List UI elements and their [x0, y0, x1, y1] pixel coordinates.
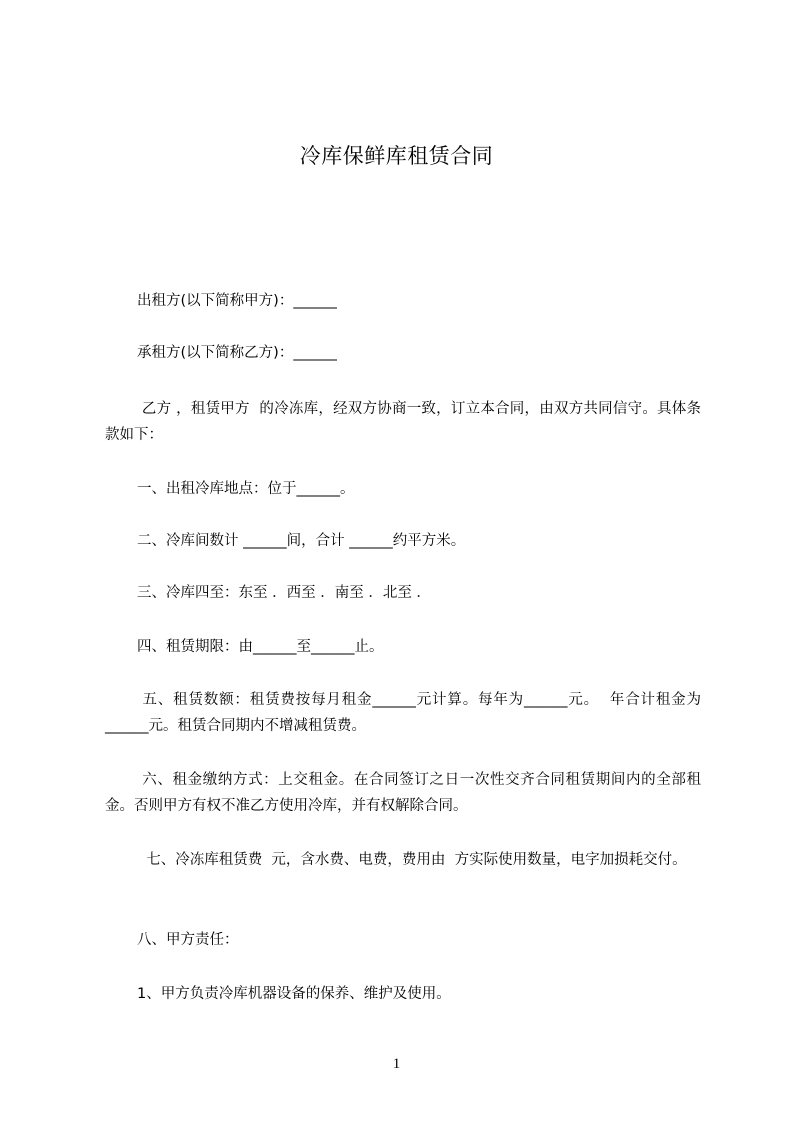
lessor-line: 出租方(以下简称甲方)：______ — [137, 293, 337, 309]
page-number: 1 — [392, 1056, 401, 1072]
clause-7-fees: 七、冷冻库租赁费 元，含水费、电费，费用由 方实际使用数量，电字加损耗交付。 — [137, 852, 687, 868]
lessee-line: 承租方(以下简称乙方)：______ — [137, 345, 337, 361]
intro-paragraph: 乙方 ，租赁甲方 的冷冻库，经双方协商一致，订立本合同，由双方共同信守。具体条款如下： — [105, 401, 702, 443]
clause-2-rooms: 二、冷库间数计 ______间，合计 ______约平方米。 — [137, 533, 466, 549]
clause-6-payment-method: 六、租金缴纳方式：上交租金。在合同签订之日一次性交齐合同租赁期间内的全部租金。否则甲方有权不准乙方使用冷库，并有权解除合同。 — [105, 772, 702, 814]
clause-8-item-1: 1、甲方负责冷库机器设备的保养、维护及使用。 — [137, 986, 451, 1002]
clause-5-rent-amount: 五、租赁数额：租赁费按每月租金______元计算。每年为______元。 年合计租金为______元。租赁合同期内不增减租赁费。 — [105, 692, 702, 734]
clause-3-boundaries: 三、冷库四至：东至 ．西至 ．南至 ．北至 ． — [137, 585, 431, 601]
clause-8-heading: 八、甲方责任： — [137, 932, 239, 948]
clause-4-term: 四、租赁期限：由______至______止。 — [137, 639, 384, 655]
document-title: 冷库保鲜库租赁合同 — [299, 144, 494, 168]
clause-1-location: 一、出租冷库地点：位于______。 — [137, 481, 355, 497]
